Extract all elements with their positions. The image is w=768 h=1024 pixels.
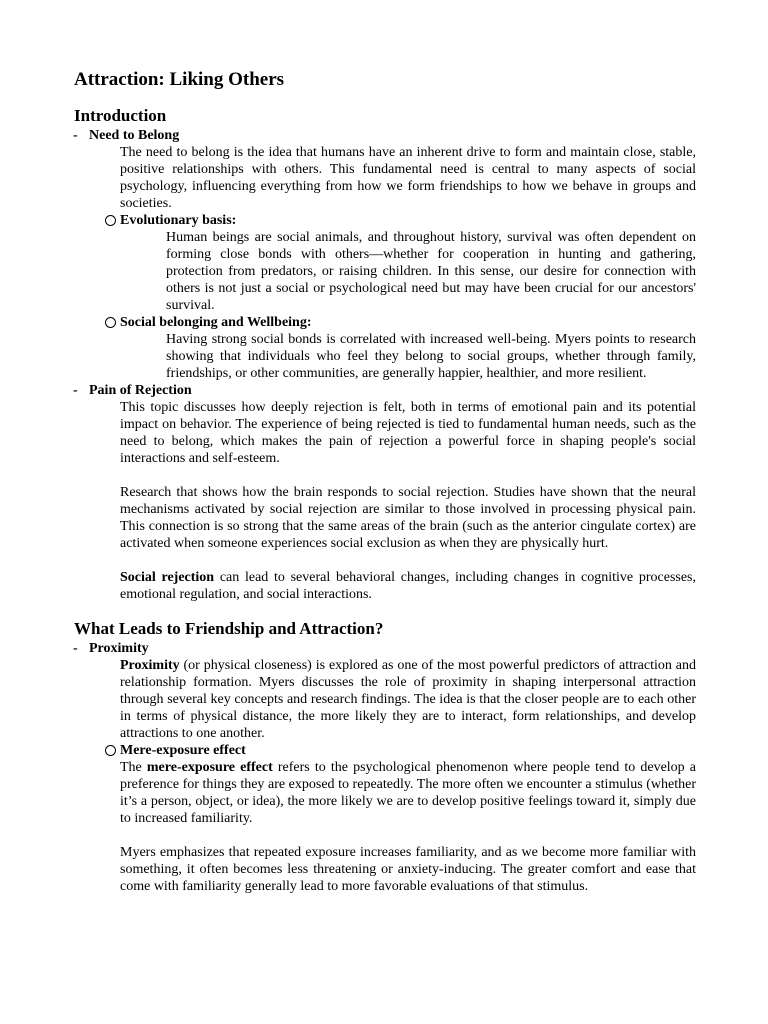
circle-bullet-icon xyxy=(105,745,116,756)
bullet-label: Pain of Rejection xyxy=(89,383,192,398)
sub-bullet-evolutionary-basis xyxy=(105,212,696,229)
paragraph-evolutionary-basis: Human beings are social animals, and throughout history, survival was often dependent on forming close bonds with others—whether for cooperation in hunting and gathering, protection from predators, or raising children. In this sense, our desire for connection with others is not just a social or psychological need but may have been crucial for our ancestors' survival. xyxy=(166,230,696,313)
sub-bullet-social-belonging xyxy=(105,314,696,331)
paragraph-text: The xyxy=(120,760,147,775)
dash-bullet-icon: - xyxy=(73,383,78,398)
paragraph-rejection-1: This topic discusses how deeply rejection is felt, both in terms of emotional pain and its potential impact on behavior. The experience of being rejected is tied to fundamental human needs, such as the need to belong, which makes the pain of rejection a powerful force in shaping people's social interactions and self-esteem. xyxy=(120,400,696,466)
paragraph-mere-exposure-1 xyxy=(120,759,696,827)
dash-bullet-icon: - xyxy=(73,128,78,143)
dash-bullet-icon: - xyxy=(73,641,78,656)
paragraph-mere-exposure-2: Myers emphasizes that repeated exposure increases familiarity, and as we become more familiar with something, it often becomes less threatening or anxiety-inducing. The greater comfort and ease that come with familiarity generally lead to more favorable evaluations of that stimulus. xyxy=(120,845,696,894)
bold-term: Proximity xyxy=(120,658,180,673)
document-title: Attraction: Liking Others xyxy=(74,69,285,90)
bullet-label: Proximity xyxy=(89,641,149,656)
paragraph-social-belonging: Having strong social bonds is correlated with increased well-being. Myers points to research showing that individuals who feel they belong to social groups, whether through family, friendships, or other communities, are generally happier, healthier, and more resilient. xyxy=(166,332,696,381)
bullet-label: Need to Belong xyxy=(89,128,180,143)
paragraph-text: refers to the psychological phenomenon where people tend to develop a preference for things they are exposed to repeatedly. The more often we encounter a stimulus (whether it’s a person, object, or idea), the more likely we are to develop positive feelings toward it, simply due to increased familiarity. xyxy=(120,760,697,826)
document-page xyxy=(74,68,696,895)
sub-bullet-label: Evolutionary basis: xyxy=(120,213,237,228)
bullet-proximity xyxy=(74,640,696,657)
sub-bullet-mere-exposure xyxy=(105,742,696,759)
sub-bullet-label: Social belonging and Wellbeing: xyxy=(120,315,312,330)
paragraph-proximity xyxy=(120,657,696,742)
paragraph-rejection-2: Research that shows how the brain responds to social rejection. Studies have shown that the neural mechanisms activated by social rejection are similar to those involved in processing physical pain. This connection is so strong that the same areas of the brain (such as the anterior cingulate cortex) are activated when someone experiences social exclusion as when they are physically hurt. xyxy=(120,485,696,551)
paragraph-text: can lead to several behavioral changes, including changes in cognitive processes, emotional regulation, and social interactions. xyxy=(120,570,697,602)
circle-bullet-icon xyxy=(105,215,116,226)
bullet-pain-of-rejection xyxy=(74,382,696,399)
bullet-need-to-belong xyxy=(74,127,696,144)
paragraph-text: (or physical closeness) is explored as one of the most powerful predictors of attraction and relationship formation. Myers discusses the role of proximity in shaping interpersonal attraction through several key concepts and research findings. The idea is that the closer people are to each other in terms of physical distance, the more likely they are to interact, form relationships, and develop attractions to one another. xyxy=(120,658,696,741)
bold-term: Social rejection xyxy=(120,570,215,585)
bold-term: mere-exposure effect xyxy=(146,760,273,775)
paragraph-need-to-belong: The need to belong is the idea that humans have an inherent drive to form and maintain close, stable, positive relationships with others. This fundamental need is central to many aspects of social psychology, influencing everything from how we form friendships to how we behave in groups and societies. xyxy=(120,145,696,211)
circle-bullet-icon xyxy=(105,317,116,328)
paragraph-rejection-3 xyxy=(120,569,696,603)
section-heading-introduction: Introduction xyxy=(74,106,167,125)
section-heading-friendship: What Leads to Friendship and Attraction? xyxy=(74,619,384,638)
sub-bullet-label: Mere-exposure effect xyxy=(120,743,246,758)
